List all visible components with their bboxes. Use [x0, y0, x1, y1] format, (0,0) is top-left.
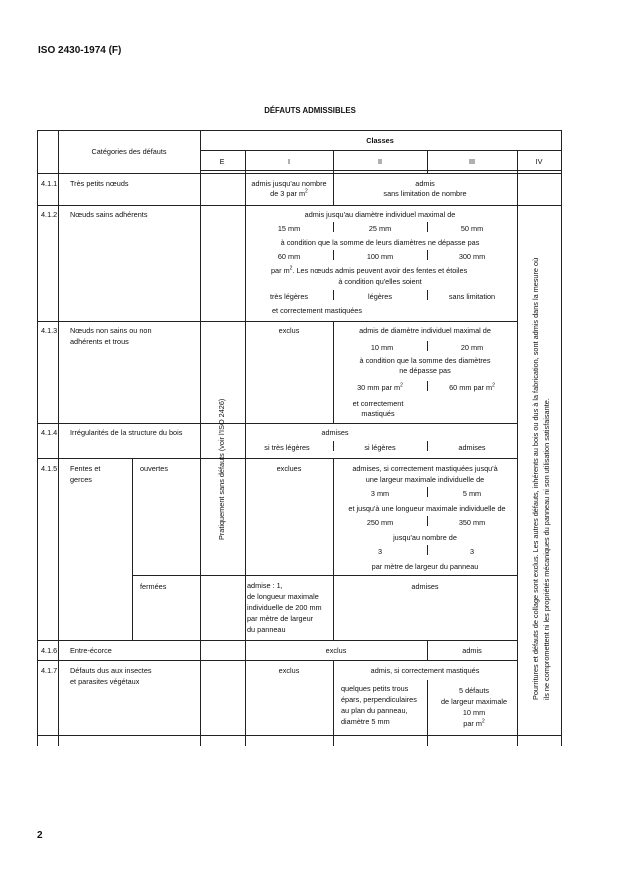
cell-text: 5 mm: [462, 489, 482, 498]
cell-text: individuelle de 200 mm: [247, 603, 322, 612]
cell-text: 15 mm: [277, 224, 301, 233]
cell-text: admis: [462, 646, 482, 655]
cell-text: quelques petits trous: [341, 684, 409, 693]
cell-text: de longueur maximale: [247, 592, 319, 601]
cell-text: 10 mm: [370, 343, 394, 352]
cell-text: et jusqu'à une longueur maximale individuelle de: [348, 504, 506, 513]
cell-text: sans limitation de nombre: [383, 189, 467, 198]
cell-text: admis jusqu'au diamètre individuel maximal de: [304, 210, 456, 219]
row-label: et parasites végétaux: [70, 677, 140, 686]
cell-text: 350 mm: [458, 518, 486, 527]
cell-text: de largeur maximale: [440, 697, 508, 706]
sub-label-open: ouvertes: [140, 464, 168, 473]
page-number: 2: [37, 830, 43, 841]
cell-text: admise : 1,: [247, 581, 283, 590]
cell-text: 5 défauts: [458, 686, 490, 695]
cell-text: exclus: [278, 666, 300, 675]
cell-text: admises: [411, 582, 439, 591]
cell-text: jusqu'au nombre de: [393, 533, 457, 542]
cell-text: à condition que la somme de leurs diamètres ne dépasse pas: [280, 238, 480, 247]
row-number: 4.1.7: [41, 666, 58, 675]
cell-text: 60 mm: [277, 252, 301, 261]
col-categories: Catégories des défauts: [91, 147, 167, 156]
cell-text: 25 mm: [368, 224, 392, 233]
cell-text: mastiqués: [361, 409, 395, 418]
page-title: DÉFAUTS ADMISSIBLES: [264, 106, 356, 115]
cell-text: exclus: [325, 646, 347, 655]
class-iii: III: [468, 157, 476, 166]
cell-text: par mètre de largeur du panneau: [371, 562, 479, 571]
cell-text: à condition que la somme des diamètres: [359, 356, 491, 365]
row-number: 4.1.1: [41, 179, 58, 188]
row-number: 4.1.3: [41, 326, 58, 335]
cell-text: 250 mm: [366, 518, 394, 527]
row-number: 4.1.4: [41, 428, 58, 437]
cell-text: une largeur maximale individuelle de: [365, 475, 485, 484]
cell-text: admis jusqu'au nombre: [251, 179, 327, 188]
cell-text: 60 mm par $m^2$: [449, 382, 495, 392]
class-e: E: [219, 157, 225, 166]
row-number: 4.1.2: [41, 210, 58, 219]
row-number: 4.1.5: [41, 464, 58, 473]
cell-text: à condition qu'elles soient: [338, 277, 422, 286]
cell-text: de 3 par $m^2$: [270, 188, 308, 198]
cell-text: 3: [377, 547, 383, 556]
cell-text: du panneau: [247, 625, 286, 634]
cell-text: 10 mm: [462, 708, 486, 717]
cell-text: ne dépasse pas: [399, 366, 451, 375]
cell-text: admis de diamètre individuel maximal de: [359, 326, 491, 335]
class-e-note: Pratiquement sans défauts (voir l'ISO 2426): [217, 398, 226, 540]
cell-text: admis: [415, 179, 435, 188]
cell-text: admises, si correctement mastiquées jusqu'à: [352, 464, 498, 473]
row-label: Fentes et: [70, 464, 101, 473]
cell-text: admis, si correctement mastiqués: [370, 666, 480, 675]
cell-text: 30 mm par $m^2$: [357, 382, 403, 392]
sub-label-closed: fermées: [140, 582, 167, 591]
cell-text: 3: [469, 547, 475, 556]
cell-text: par $m^2$. Les nœuds admis peuvent avoir des fentes et étoiles: [271, 265, 468, 275]
cell-text: exclues: [276, 464, 302, 473]
cell-text: légères: [368, 292, 392, 301]
cell-text: si très légères: [264, 443, 310, 452]
cell-text: épars, perpendiculaires: [341, 695, 417, 704]
row-label: Nœuds non sains ou non: [70, 326, 152, 335]
row-label: Entre-écorce: [70, 646, 112, 655]
cell-text: exclus: [278, 326, 300, 335]
cell-text: et correctement: [352, 399, 404, 408]
class-i: I: [287, 157, 291, 166]
cell-text: admises: [321, 428, 349, 437]
cell-text: 100 mm: [366, 252, 394, 261]
cell-text: 300 mm: [458, 252, 486, 261]
cell-text: diamètre 5 mm: [341, 717, 390, 726]
cell-text: très légères: [269, 292, 309, 301]
cell-text: au plan du panneau,: [341, 706, 408, 715]
class-iv: IV: [535, 157, 543, 166]
cell-text: par $m^2$: [463, 718, 485, 728]
row-label: Très petits nœuds: [70, 179, 129, 188]
class-ii: II: [377, 157, 383, 166]
row-number: 4.1.6: [41, 646, 58, 655]
row-label: Nœuds sains adhérents: [70, 210, 148, 219]
row-label: adhérents et trous: [70, 337, 129, 346]
cell-text: 20 mm: [460, 343, 484, 352]
cell-text: si légères: [364, 443, 396, 452]
cell-text: 50 mm: [460, 224, 484, 233]
document-id: ISO 2430-1974 (F): [38, 45, 122, 56]
row-label: Défauts dus aux insectes: [70, 666, 152, 675]
class-iv-note-line1: Pourritures et défauts de collage sont exclus. Les autres défauts, inhérents au bois ou dus à la fabrication, sont admis dans la mesure où: [531, 257, 540, 700]
cell-text: par mètre de largeur: [247, 614, 314, 623]
cell-text: et correctement mastiquées: [271, 306, 363, 315]
cell-text: 3 mm: [370, 489, 390, 498]
row-label: gerces: [70, 475, 92, 484]
cell-text: admises: [458, 443, 486, 452]
col-classes: Classes: [366, 136, 394, 145]
cell-text: sans limitation: [448, 292, 496, 301]
class-iv-note-line2: ils ne compromettent ni les propriétés mécaniques du panneau ni son utilisation satisfaisante.: [542, 398, 551, 700]
row-label: Irrégularités de la structure du bois: [70, 428, 183, 437]
